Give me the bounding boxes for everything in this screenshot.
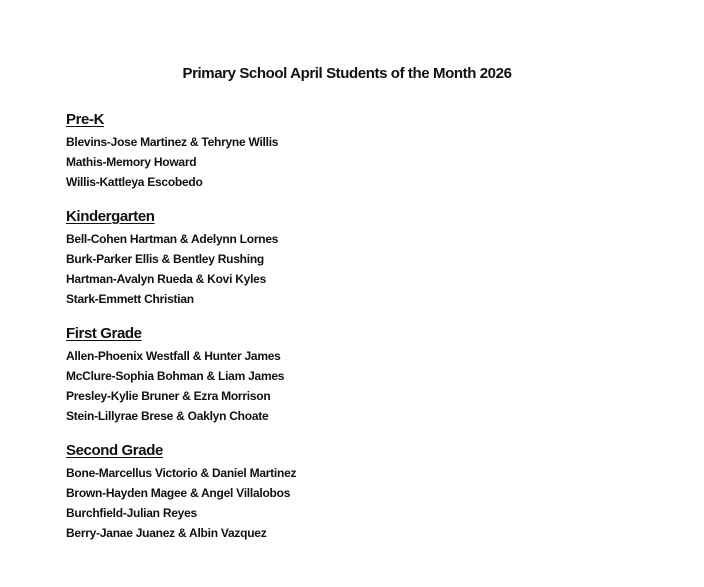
student-entry: Berry-Janae Juanez & Albin Vazquez [66,526,267,540]
student-entry: Hartman-Avalyn Rueda & Kovi Kyles [66,272,267,286]
student-entry: Presley-Kylie Bruner & Ezra Morrison [66,389,271,403]
student-entry: Brown-Hayden Magee & Angel Villalobos [66,486,291,500]
section-first-grade [66,323,666,426]
document-title: Primary School April Students of the Month 2026 [182,65,512,82]
student-entry: Stein-Lillyrae Brese & Oaklyn Choate [66,409,269,423]
section-pre-k [66,109,666,192]
student-entry: McClure-Sophia Bohman & Liam James [66,369,285,383]
student-entry: Mathis-Memory Howard [66,155,197,169]
section-heading: First Grade [66,325,142,342]
student-entry: Blevins-Jose Martinez & Tehryne Willis [66,135,279,149]
section-heading: Second Grade [66,442,163,459]
student-entry: Burchfield-Julian Reyes [66,506,197,520]
student-entry: Bone-Marcellus Victorio & Daniel Martinez [66,466,297,480]
section-kindergarten [66,206,666,309]
student-entry: Bell-Cohen Hartman & Adelynn Lornes [66,232,279,246]
student-entry: Burk-Parker Ellis & Bentley Rushing [66,252,264,266]
student-entry: Stark-Emmett Christian [66,292,194,306]
section-heading: Pre-K [66,111,105,128]
section-second-grade [66,440,666,543]
student-entry: Allen-Phoenix Westfall & Hunter James [66,349,281,363]
section-heading: Kindergarten [66,208,155,225]
document-body [66,109,666,557]
student-entry: Willis-Kattleya Escobedo [66,175,203,189]
